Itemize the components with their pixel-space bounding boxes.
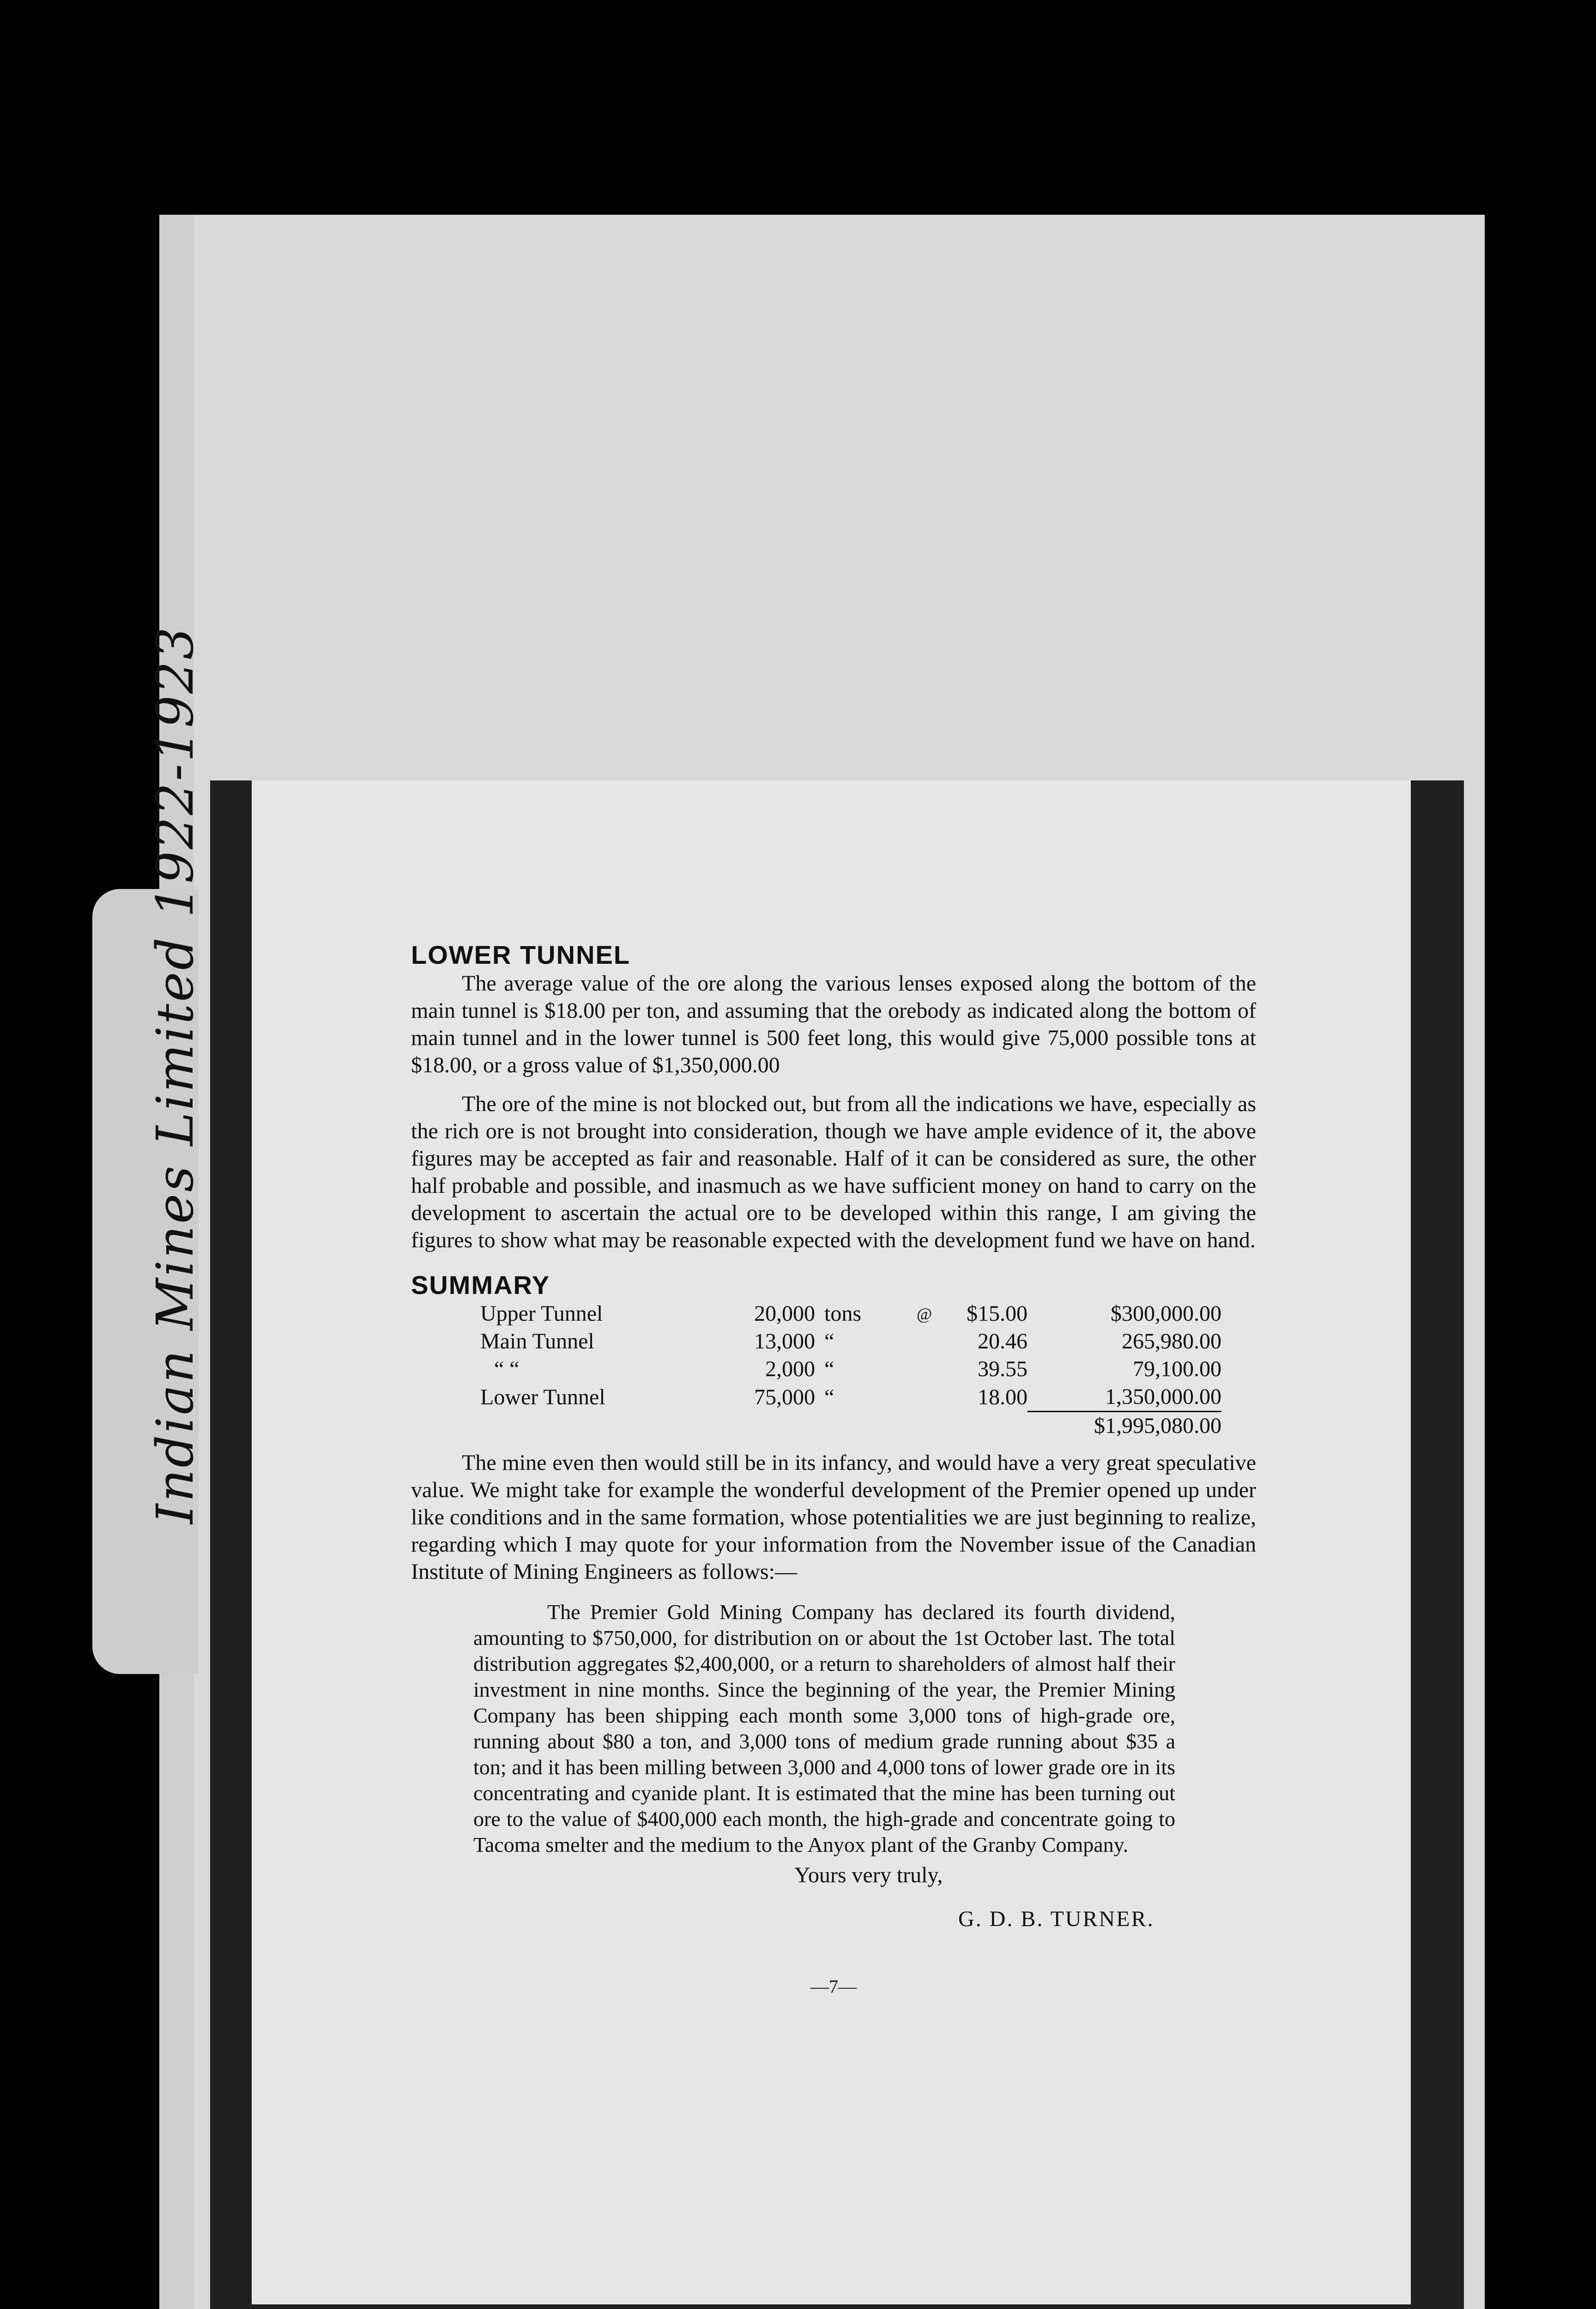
table-row — [480, 1383, 1221, 1412]
page-number: —7— — [810, 1976, 857, 1997]
paragraph-2: The ore of the mine is not blocked out, but from all the indications we have, especially as the rich ore is not brought into consideration, though we have ample evidence of it, the above figures may be accepted as fair and reasonable. Half of it can be considered as sure, the other half probable and possible, and inasmuch as we have sufficient money on hand to carry on the development to ascertain the actual ore to be developed within this range, I am giving the figures to show what may be reasonable expected with the development fund we have on hand. — [411, 1092, 1256, 1252]
row-unit: “ — [824, 1384, 834, 1409]
row-quantity: 75,000 — [754, 1384, 815, 1409]
page-content — [411, 940, 1256, 1997]
row-label: Upper Tunnel — [480, 1301, 603, 1326]
row-label: Main Tunnel — [480, 1329, 594, 1354]
letter-closing: Yours very truly, — [794, 1863, 943, 1887]
row-label: “ “ — [494, 1357, 520, 1381]
paragraph-1: The average value of the ore along the various lenses exposed along the bottom of the main tunnel is $18.00 per ton, and assuming that the orebody as indicated along the bottom of main tunnel and in the lower tunnel is 500 feet long, this would give 75,000 possible tons at $18.00, or a gross value of $1,350,000.00 — [411, 971, 1256, 1077]
row-price: 39.55 — [978, 1357, 1028, 1381]
row-label: Lower Tunnel — [480, 1384, 605, 1409]
row-amount: $300,000.00 — [1111, 1301, 1221, 1326]
row-amount: 79,100.00 — [1133, 1357, 1221, 1381]
row-at-sign — [917, 1328, 944, 1355]
row-price: 20.46 — [978, 1329, 1028, 1354]
row-quantity: 2,000 — [765, 1357, 815, 1381]
document-page — [252, 780, 1411, 2304]
table-row — [480, 1328, 1221, 1355]
quoted-passage: The Premier Gold Mining Company has declared its fourth dividend, amounting to $750,000, for distribution on or about the 1st October last. The total distribution aggregates $2,400,000, or a return to shareholders of almost half their investment in nine months. Since the beginning of the year, the Premier Mining Company has been shipping each month some 3,000 tons of high-grade ore, running about $80 a ton, and 3,000 tons of medium grade running about $35 a ton; and it has been milling between 3,000 and 4,000 tons of lower grade ore in its concentrating and cyanide plant. It is estimated that the mine has been turning out ore to the value of $400,000 each month, the high-grade and concentrate going to Tacoma smelter and the medium to the Anyox plant of the Granby Company. — [473, 1600, 1175, 1856]
row-at-sign: @ — [917, 1305, 932, 1323]
handwritten-tab-note: Indian Mines Limited 1922-1923 — [145, 625, 205, 1524]
table-row — [480, 1355, 1221, 1383]
row-price: $15.00 — [967, 1301, 1028, 1326]
summary-table — [480, 1300, 1221, 1440]
row-quantity: 20,000 — [754, 1301, 815, 1326]
row-quantity: 13,000 — [754, 1329, 815, 1354]
section-heading: LOWER TUNNEL — [411, 940, 631, 969]
row-unit: tons — [824, 1301, 862, 1326]
row-unit: “ — [824, 1357, 834, 1381]
row-amount: 1,350,000.00 — [1028, 1383, 1221, 1412]
row-unit: “ — [824, 1329, 834, 1354]
total-row — [480, 1412, 1221, 1440]
row-price: 18.00 — [978, 1384, 1028, 1409]
summary-total: $1,995,080.00 — [1094, 1414, 1221, 1438]
table-row — [480, 1300, 1221, 1328]
row-at-sign — [917, 1383, 944, 1412]
row-at-sign — [917, 1355, 944, 1383]
signature-name: G. D. B. TURNER. — [958, 1907, 1155, 1931]
paragraph-3: The mine even then would still be in its infancy, and would have a very great speculative value. We might take for example the wonderful development of the Premier opened up under like conditions and in the same formation, whose potentialities we are just beginning to realize, regarding which I may quote for your information from the November issue of the Canadian Institute of Mining Engineers as follows:— — [411, 1451, 1256, 1584]
summary-heading: SUMMARY — [411, 1270, 550, 1300]
row-amount: 265,980.00 — [1122, 1329, 1221, 1354]
